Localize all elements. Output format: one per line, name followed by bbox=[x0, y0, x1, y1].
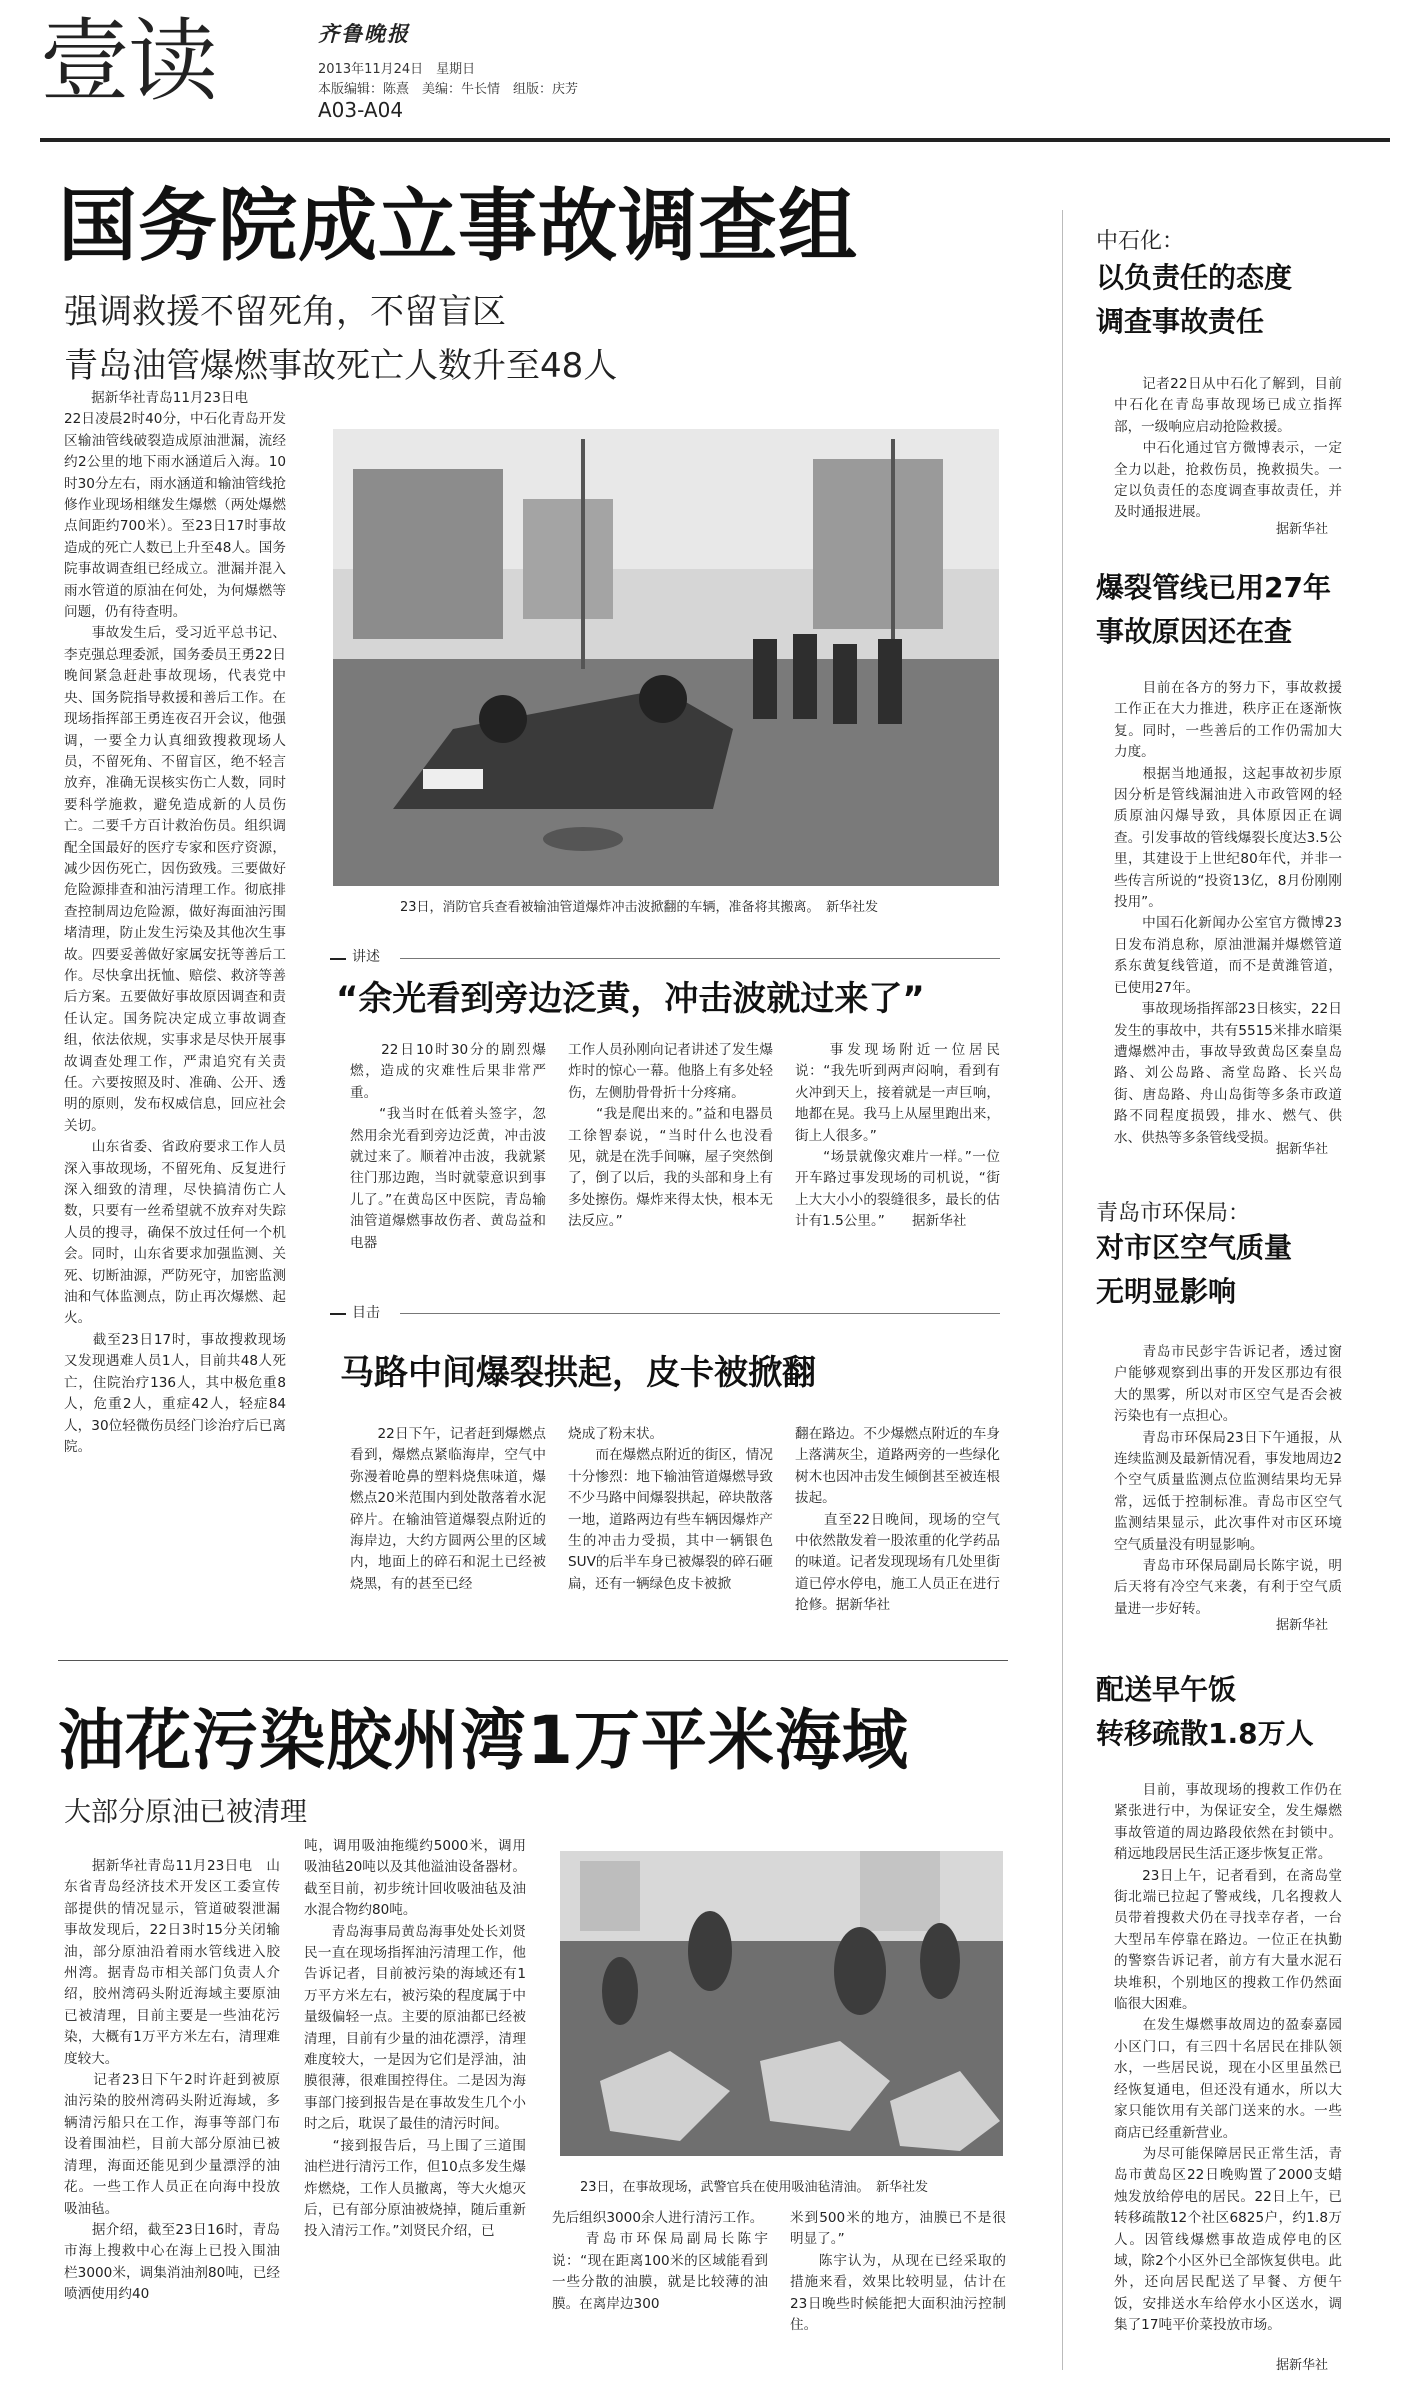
story1-tag-rule bbox=[330, 958, 346, 960]
story1-col2: 工作人员孙刚向记者讲述了发生爆炸时的惊心一幕。他胳上有多处轻伤，左侧肋骨骨折十分疼痛。 “我是爬出来的。”益和电器员工徐智泰说，“当时什么也没看见，就是在洗手间嘛，屋子突然倒了，倒了以后，我的头部和身上有多处擦伤。爆炸来得太快，根本无法反应。” bbox=[568, 1042, 773, 1230]
story2-tag-rule bbox=[330, 1313, 346, 1315]
sidebar3-source: 据新华社 bbox=[1276, 1618, 1329, 1633]
lead-photo bbox=[333, 429, 999, 886]
story2-col2: 烧成了粉末状。 而在爆燃点附近的街区，情况十分惨烈：地下输油管道爆燃导致不少马路中间爆裂拱起，碎块散落一地，道路两边有些车辆因爆炸产生的冲击力受损，其中一辆银色SUV的后半车身已被爆裂的碎石砸扁，还有一辆绿色皮卡被掀 bbox=[568, 1426, 773, 1592]
story2-tag: 目击 bbox=[352, 1305, 380, 1321]
sidebar4-body: 目前，事故现场的搜救工作仍在紧张进行中，为保证安全，发生爆燃事故管道的周边路段依然在封锁中。稍远地段居民生活正逐步恢复正常。 23日上午，记者看到，在斋岛堂街北端已拉起了警戒线，几名搜救人员带着搜救犬仍在寻找幸存者，一台大型吊车停靠在路边。一位正在执勤的警察告诉记者，前方有大量水泥石块堆积，个别地区的搜救工作仍然面临很大困难。 在发生爆燃事故周边的盈泰嘉园小区门口，有三四十名居民在排队领水，一些居民说，现在小区里虽然已经恢复通电，但还没有通水，所以大家只能饮用有关部门送来的水。一些商店已经重新营业。 为尽可能保障居民正常生活，青岛市黄岛区22日晚购置了2000支蜡烛发放给停电的居民。22日上午，已转移疏散12个社区6825户，约1.8万人。因管线爆燃事故造成停电的区域，除2个小区外已全部恢复供电。此外，还向居民配送了早餐、方便午饭，安排送水车给停水小区送水，调集了17吨平价菜投放市场。 bbox=[1114, 1782, 1342, 2334]
section-divider bbox=[58, 1660, 1008, 1661]
lead-subhead-2: 青岛油管爆燃事故死亡人数升至48人 bbox=[64, 346, 618, 386]
sidebar1-title: 以负责任的态度 调查事故责任 bbox=[1096, 261, 1293, 338]
sidebar2-body: 目前在各方的努力下，事故救援工作正在大力推进，秩序正在逐渐恢复。同时，一些善后的工作仍需加大力度。 根据当地通报，这起事故初步原因分析是管线漏油进入市政管网的轻质原油闪爆导致，具体原因正在调查。引发事故的管线爆裂长度达3.5公里，其建设于上世纪80年代，并非一些传言所说的“投资13亿，8月份刚刚投用”。 中国石化新闻办公室官方微博23日发布消息称，原油泄漏并爆燃管道系东黄复线管道，而不是黄潍管道，已使用27年。 事故现场指挥部23日核实，22日发生的事故中，共有5515米排水暗渠遭爆燃冲击，事故导致黄岛区秦皇岛路、刘公岛路、斋堂岛路、长兴岛街、唐岛路、舟山岛街等多条市政道路不同程度损毁，排水、燃气、供水、供热等多条管线受损。 bbox=[1114, 680, 1342, 1146]
sidebar1-source: 据新华社 bbox=[1276, 522, 1329, 537]
overturned-vehicle-illustration bbox=[333, 429, 999, 886]
sidebar2-source: 据新华社 bbox=[1276, 1142, 1329, 1157]
story1-tag-rule-right bbox=[400, 958, 1000, 959]
sidebar3-title: 对市区空气质量 无明显影响 bbox=[1096, 1231, 1293, 1308]
section-title: 壹读 bbox=[40, 9, 216, 114]
sidebar2-title: 爆裂管线已用27年 事故原因还在查 bbox=[1096, 571, 1331, 648]
story1-headline: “余光看到旁边泛黄，冲击波就过来了” bbox=[336, 979, 925, 1019]
sidebar3-tag: 青岛市环保局： bbox=[1096, 1201, 1251, 1226]
lead-photo-caption: 23日，消防官兵查看被输油管道爆炸冲击波掀翻的车辆，准备将其搬离。 新华社发 bbox=[400, 900, 879, 915]
story2-headline: 马路中间爆裂拱起，皮卡被掀翻 bbox=[340, 1353, 816, 1393]
oil-col1: 据新华社青岛11月23日电 山东省青岛经济技术开发区工委宣传部提供的情况显示，管道破裂泄漏事故发现后，22日3时15分关闭输油，部分原油沿着雨水管线进入胶州湾。据青岛市相关部门负责人介绍，胶州湾码头附近海域主要原油已被清理，目前主要是一些油花污染，大概有1万平方米左右，清理难度较大。 记者23日下午2时许赶到被原油污染的胶州湾码头附近海域，多辆清污船只在工作，海事等部门布设着围油栏，目前大部分原油已被清理，海面还能见到少量漂浮的油花。一些工作人员正在向海中投放吸油毡。 据介绍，截至23日16时，青岛市海上搜救中心在海上已投入围油栏3000米，调集消油剂80吨，已经喷洒使用约40 bbox=[64, 1858, 280, 2303]
sidebar-divider bbox=[1062, 210, 1063, 2370]
cleanup-scene-illustration bbox=[560, 1851, 1003, 2156]
lead-subhead-1: 强调救援不留死角，不留盲区 bbox=[64, 292, 506, 332]
oil-col3: 先后组织3000余人进行清污工作。 青岛市环保局副局长陈宇说：“现在距离100米的区域能看到一些分散的油膜，就是比较薄的油膜。在离岸边300 bbox=[552, 2210, 768, 2312]
story1-tag: 讲述 bbox=[352, 949, 380, 965]
story1-col1: 22日10时30分的剧烈爆燃，造成的灾难性后果非常严重。 “我当时在低着头签字，忽然用余光看到旁边泛黄，冲击波就过来了。顺着冲击波，我就紧往门那边跑，当时就蒙意识到事儿了。”在黄岛区中医院，青岛输油管道爆燃事故伤者、黄岛益和电器 bbox=[350, 1042, 546, 1251]
oil-subhead: 大部分原油已被清理 bbox=[64, 1797, 307, 1828]
page-range: A03-A04 bbox=[318, 98, 404, 122]
sidebar3-body: 青岛市民彭宇告诉记者，透过窗户能够观察到出事的开发区那边有很大的黑雾，所以对市区空气是否会被污染也有一点担心。 青岛市环保局23日下午通报，从连续监测及最新情况看，事发地周边2个空气质量监测点位监测结果均无异常，远低于控制标准。青岛市区空气监测结果显示，此次事件对市区环境空气质量没有明显影响。 青岛市环保局副局长陈宇说，明后天将有冷空气来袭，有利于空气质量进一步好转。 bbox=[1114, 1344, 1342, 1617]
story1-col3: 事发现场附近一位居民说：“我先听到两声闷响，看到有火冲到天上，接着就是一声巨响，地都在晃。我马上从屋里跑出来，街上人很多。” “场景就像灾难片一样。”一位开车路过事发现场的司机说，“街上大大小小的裂缝很多，最长的估计有1.5公里。” 据新华社 bbox=[795, 1042, 1000, 1230]
paper-logo: 齐鲁晚报 bbox=[318, 22, 410, 46]
sidebar1-body: 记者22日从中石化了解到，目前中石化在青岛事故现场已成立指挥部，一级响应启动抢险救援。 中石化通过官方微博表示，一定全力以赴，抢救伤员，挽救损失。一定以负责任的态度调查事故责任，并及时通报进展。 bbox=[1114, 376, 1342, 521]
masthead-rule bbox=[40, 138, 1390, 142]
story2-col1: 22日下午，记者赶到爆燃点看到，爆燃点紧临海岸，空气中弥漫着呛鼻的塑料烧焦味道，爆燃点20米范围内到处散落着水泥碎片。在输油管道爆裂点附近的海岸边，大约方圆两公里的区域内，地面上的碎石和泥土已经被烧黑，有的甚至已经 bbox=[350, 1426, 546, 1592]
sidebar4-source: 据新华社 bbox=[1276, 2358, 1329, 2373]
oil-col4: 米到500米的地方，油膜已不是很明显了。” 陈宇认为，从现在已经采取的措施来看，效果比较明显，估计在23日晚些时候能把大面积油污控制住。 bbox=[790, 2210, 1006, 2334]
story2-col3: 翻在路边。不少爆燃点附近的车身上落满灰尘，道路两旁的一些绿化树木也因冲击发生倾倒甚至被连根拔起。 直至22日晚间，现场的空气中依然散发着一股浓重的化学药品的味道。记者发现现场有几处里街道已停水停电，施工人员正在进行抢修。据新华社 bbox=[795, 1426, 1000, 1614]
lead-headline: 国务院成立事故调查组 bbox=[58, 180, 858, 272]
story2-tag-rule-right bbox=[400, 1313, 1000, 1314]
lead-body: 据新华社青岛11月23日电 22日凌晨2时40分，中石化青岛开发区输油管线破裂造成原油泄漏，流经约2公里的地下雨水涵道后入海。10时30分左右，雨水涵道和输油管线抢修作业现场相继发生爆燃（两处爆燃点间距约700米）。至23日17时事故造成的死亡人数已上升至48人。国务院事故调查组已经成立。泄漏并混入雨水管道的原油在何处，为何爆燃等问题，仍有待查明。 事故发生后，受习近平总书记、李克强总理委派，国务委员王勇22日晚间紧急赶赴事故现场，代表党中央、国务院指导救援和善后工作。在现场指挥部王勇连夜召开会议，他强调，一要全力认真细致搜救现场人员，不留死角、不留盲区，绝不轻言放弃，准确无误核实伤亡人数，同时要科学施救，避免造成新的人员伤亡。二要千方百计救治伤员。组织调配全国最好的医疗专家和医疗资源，减少因伤死亡，因伤致残。三要做好危险源排查和油污清理工作。彻底排查控制周边危险源，做好海面油污围堵清理，防止发生污染及其他次生事故。四要妥善做好家属安抚等善后工作。尽快拿出抚恤、赔偿、救济等善后方案。五要做好事故原因调查和责任认定。国务院决定成立事故调查组，依法依规，实事求是尽快开展事故调查处理工作，严肃追究有关责任。六要按照及时、准确、公开、透明的原则，发布权威信息，回应社会关切。 山东省委、省政府要求工作人员深入事故现场，不留死角、反复进行深入细致的清理，尽快搞清伤亡人数，只要有一丝希望就不放弃对失踪人员的搜寻，确保不放过任何一个机会。同时，山东省要求加强监测、关死、切断油源，严防死守，加密监测油和气体监测点，防止再次爆燃、起火。 截至23日17时，事故搜救现场又发现遇难人员1人，目前共48人死亡，住院治疗136人，其中极危重8人，危重2人，重症42人，轻症84人，30位轻微伤员经门诊治疗后已离院。 bbox=[64, 390, 286, 1455]
oil-photo-caption: 23日，在事故现场，武警官兵在使用吸油毡清油。 新华社发 bbox=[580, 2180, 929, 2195]
oil-col2: 吨，调用吸油拖缆约5000米，调用吸油毡20吨以及其他溢油设备器材。截至目前，初步统计回收吸油毡及油水混合物约80吨。 青岛海事局黄岛海事处处长刘贤民一直在现场指挥油污清理工作，他告诉记者，目前被污染的海域还有1万平方米左右，被污染的程度属于中量级偏轻一点。主要的原油都已经被清理，目前有少量的油花漂浮，清理难度较大，一是因为它们是浮油，油膜很薄，很难围控得住。二是因为海事部门接到报告是在事故发生几个小时之后，耽误了最佳的清污时间。 “接到报告后，马上围了三道围油栏进行清污工作，但10点多发生爆炸燃烧，工作人员撤离，等大火熄灭后，已有部分原油被烧掉，随后重新投入清污工作。”刘贤民介绍，已 bbox=[304, 1838, 526, 2240]
sidebar4-title: 配送早午饭 转移疏散1.8万人 bbox=[1096, 1673, 1314, 1750]
sidebar1-tag: 中石化： bbox=[1096, 229, 1185, 254]
oil-photo bbox=[560, 1851, 1003, 2156]
date-line: 2013年11月24日 星期日 bbox=[318, 62, 476, 77]
oil-headline: 油花污染胶州湾1万平米海域 bbox=[58, 1702, 909, 1779]
editor-credits: 本版编辑：陈熹 美编：牛长情 组版：庆芳 bbox=[318, 82, 579, 97]
